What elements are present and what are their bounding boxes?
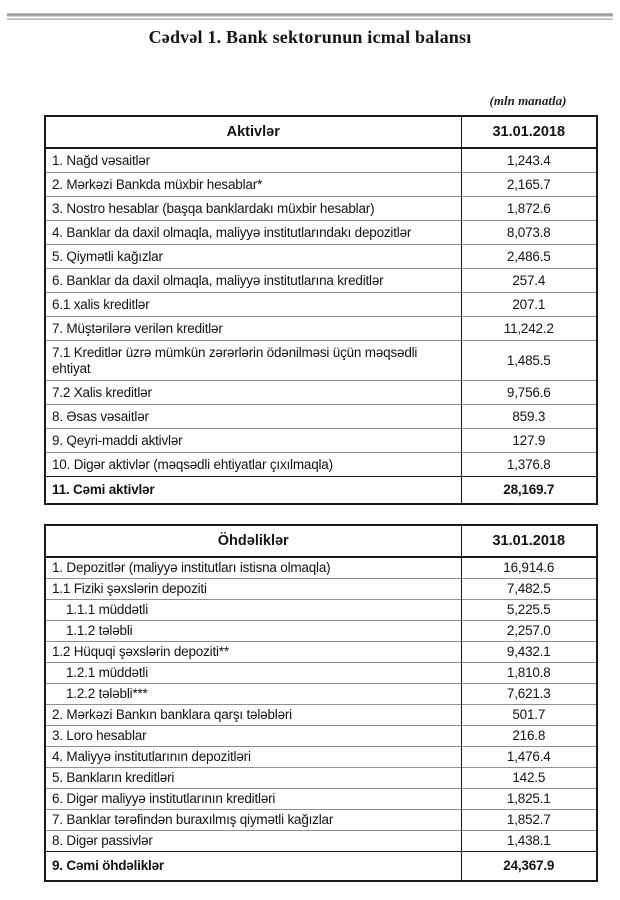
liabilities-table: [44, 524, 598, 882]
row-value: 9,756.6: [461, 381, 597, 405]
row-label: 6. Banklar da daxil olmaqla, maliyyə institutlarına kreditlər: [45, 269, 461, 293]
table-row: [45, 621, 597, 642]
liabilities-header-title: Öhdəliklər: [45, 525, 461, 557]
row-value: 2,486.5: [461, 245, 597, 269]
table-row: [45, 341, 597, 381]
row-value: 7,482.5: [461, 579, 597, 600]
row-label: 4. Maliyyə institutlarının depozitləri: [45, 747, 461, 768]
row-label: 6.1 xalis kreditlər: [45, 293, 461, 317]
row-label: 8. Əsas vəsaitlər: [45, 405, 461, 429]
table-row: [45, 747, 597, 768]
row-value: 2,257.0: [461, 621, 597, 642]
table-row: [45, 477, 597, 505]
row-label: 8. Digər passivlər: [45, 831, 461, 852]
row-label: 1.1.1 müddətli: [45, 600, 461, 621]
table-row: [45, 726, 597, 747]
row-value: 501.7: [461, 705, 597, 726]
row-value: 1,438.1: [461, 831, 597, 852]
row-label: 5. Qiymətli kağızlar: [45, 245, 461, 269]
row-value: 5,225.5: [461, 600, 597, 621]
row-label: 1. Nağd vəsaitlər: [52, 152, 150, 168]
table-row: [45, 429, 597, 453]
table-row: [45, 831, 597, 852]
row-label: 6. Digər maliyyə institutlarının kreditləri: [45, 789, 461, 810]
row-value: 1,810.8: [461, 663, 597, 684]
table-row: [45, 768, 597, 789]
row-value: 142.5: [461, 768, 597, 789]
page-title: Cədvəl 1. Bank sektorunun icmal balansı: [148, 27, 472, 47]
row-value: 24,367.9: [461, 852, 597, 882]
table-row: [45, 197, 597, 221]
row-label: 1.2 Hüquqi şəxslərin depoziti**: [45, 642, 461, 663]
top-divider-rule: [7, 13, 613, 20]
table-row: [45, 852, 597, 882]
table-row: [45, 663, 597, 684]
table-row: [45, 221, 597, 245]
row-value: 8,073.8: [461, 221, 597, 245]
row-value: 207.1: [461, 293, 597, 317]
row-value: 2,165.7: [461, 173, 597, 197]
row-value: 7,621.3: [461, 684, 597, 705]
row-label: 3. Nostro hesablar (başqa banklardakı müxbir hesablar): [45, 197, 461, 221]
row-label: 1.2.1 müddətli: [45, 663, 461, 684]
row-label: 7. Banklar tərəfindən buraxılmış qiymətli kağızlar: [45, 810, 461, 831]
table-row: [45, 642, 597, 663]
row-label: 9. Qeyri-maddi aktivlər: [45, 429, 461, 453]
table-row: [45, 173, 597, 197]
row-label: 1.1 Fiziki şəxslərin depoziti: [45, 579, 461, 600]
table-row: [45, 405, 597, 429]
table-row: [45, 453, 597, 477]
row-value: 9,432.1: [461, 642, 597, 663]
row-label: 2. Mərkəzi Bankda müxbir hesablar*: [45, 173, 461, 197]
row-label: 9. Cəmi öhdəliklər: [45, 852, 461, 882]
row-value: 1,485.5: [461, 341, 597, 381]
row-value: 1,872.6: [461, 197, 597, 221]
table-row: [45, 269, 597, 293]
assets-header-title: Aktivlər: [45, 116, 461, 148]
table-row: [45, 148, 597, 173]
liabilities-header-row: [45, 525, 597, 557]
table-row: [45, 557, 597, 579]
row-value: 1,476.4: [461, 747, 597, 768]
row-label: 5. Bankların kreditləri: [45, 768, 461, 789]
row-label: 1. Depozitlər (maliyyə institutları istisna olmaqla): [52, 560, 331, 575]
table-row: [45, 810, 597, 831]
row-value: 1,825.1: [461, 789, 597, 810]
unit-note: (mln manatla): [489, 93, 567, 108]
table-row: [45, 684, 597, 705]
row-value: 1,376.8: [461, 453, 597, 477]
row-label: 4. Banklar da daxil olmaqla, maliyyə institutlarındakı depozitlər: [45, 221, 461, 245]
row-value: 28,169.7: [461, 477, 597, 505]
table-row: [45, 705, 597, 726]
row-label: 7.1 Kreditlər üzrə mümkün zərərlərin ödənilməsi üçün məqsədli ehtiyat: [45, 341, 461, 381]
table-row: [45, 579, 597, 600]
row-label: 7.2 Xalis kreditlər: [45, 381, 461, 405]
assets-header-date: 31.01.2018: [461, 116, 597, 148]
assets-header-row: [45, 116, 597, 148]
row-label: 10. Digər aktivlər (məqsədli ehtiyatlar çıxılmaqla): [45, 453, 461, 477]
row-label: 1.2.2 tələbli***: [45, 684, 461, 705]
row-value: 16,914.6: [461, 557, 597, 579]
row-value: 1,243.4: [461, 148, 597, 173]
row-value: 127.9: [461, 429, 597, 453]
table-row: [45, 381, 597, 405]
table-row: [45, 245, 597, 269]
row-label: 3. Loro hesablar: [45, 726, 461, 747]
table-row: [45, 317, 597, 341]
row-value: 11,242.2: [461, 317, 597, 341]
table-row: [45, 789, 597, 810]
row-value: 859.3: [461, 405, 597, 429]
row-label: 2. Mərkəzi Bankın banklara qarşı tələbləri: [45, 705, 461, 726]
row-value: 1,852.7: [461, 810, 597, 831]
table-row: [45, 293, 597, 317]
row-value: 216.8: [461, 726, 597, 747]
liabilities-header-date: 31.01.2018: [461, 525, 597, 557]
table-row: [45, 600, 597, 621]
row-label: 1.1.2 tələbli: [45, 621, 461, 642]
row-label: 11. Cəmi aktivlər: [45, 477, 461, 505]
row-value: 257.4: [461, 269, 597, 293]
row-label: 7. Müştərilərə verilən kreditlər: [45, 317, 461, 341]
assets-table: [44, 115, 598, 505]
